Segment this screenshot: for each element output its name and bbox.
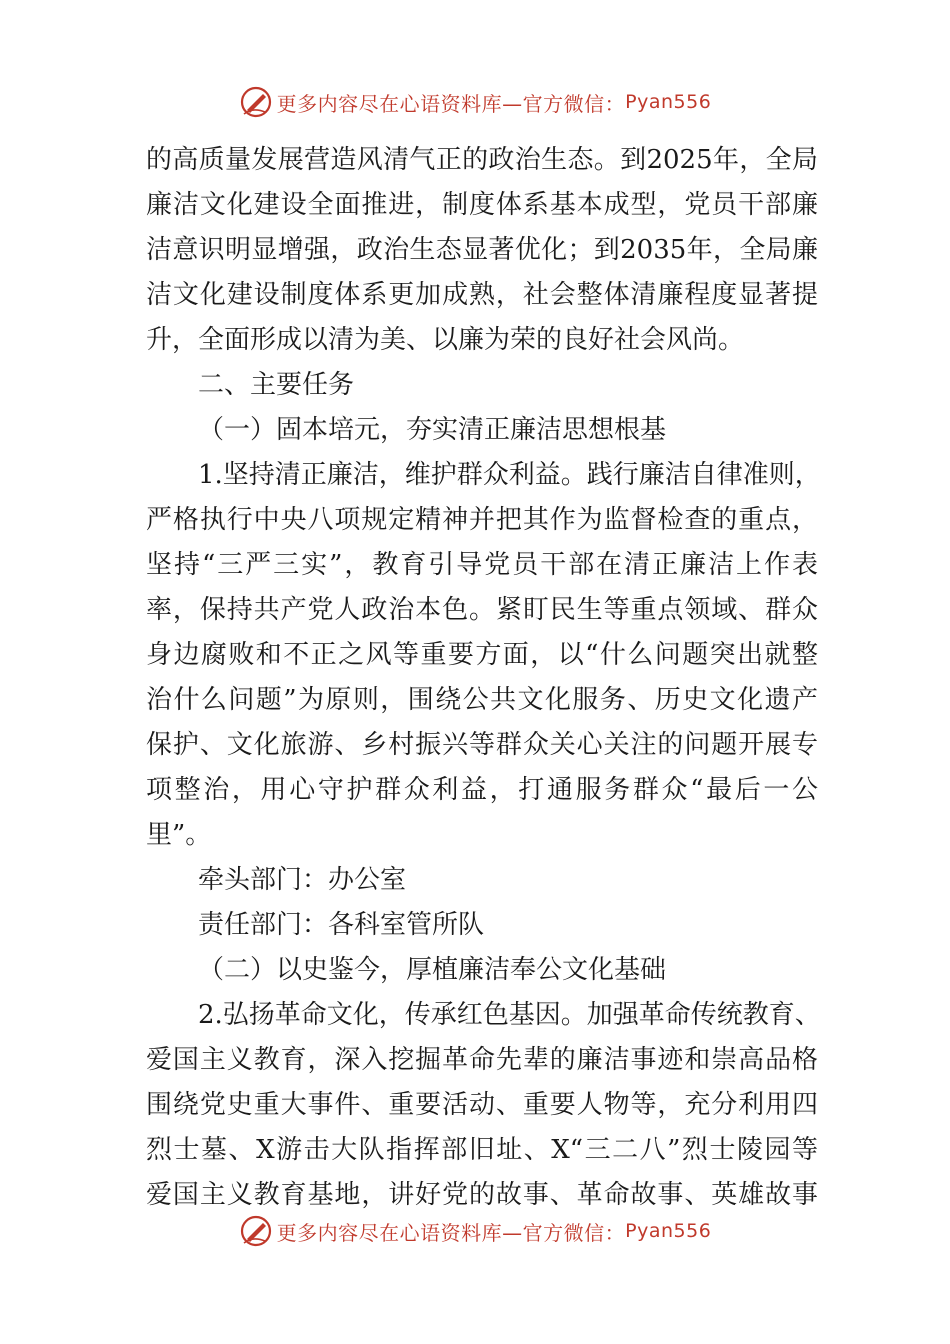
text-line: （二）以史鉴今，厚植廉洁奉公文化基础 <box>198 955 667 985</box>
document-body <box>146 138 821 1218</box>
text-line: 身边腐败和不正之风等重要方面，以“什么问题突出就整 <box>146 640 818 670</box>
text-line: 责任部门：各科室管所队 <box>198 910 485 940</box>
text-line: 二、主要任务 <box>198 370 355 400</box>
text-line: 1.坚持清正廉洁，维护群众利益。践行廉洁自律准则， <box>198 460 821 490</box>
text-line: （一）固本培元，夯实清正廉洁思想根基 <box>198 415 667 445</box>
text-line: 率，保持共产党人政治本色。紧盯民生等重点领域、群众 <box>146 595 818 625</box>
text-line: 里”。 <box>146 820 212 850</box>
pen-circle-logo-icon <box>239 1214 273 1248</box>
banner-text: 更多内容尽在心语资料库—官方微信： <box>276 91 626 116</box>
text-line: 洁文化建设制度体系更加成熟，社会整体清廉程度显著提 <box>146 280 818 310</box>
text-line: 廉洁文化建设全面推进，制度体系基本成型，党员干部廉 <box>146 190 818 220</box>
text-line: 保护、文化旅游、乡村振兴等群众关心关注的问题开展专 <box>146 730 818 760</box>
text-line: 的高质量发展营造风清气正的政治生态。到2025年，全局 <box>146 145 818 175</box>
text-line: 升，全面形成以清为美、以廉为荣的良好社会风尚。 <box>146 325 745 355</box>
text-line: 坚持“三严三实”，教育引导党员干部在清正廉洁上作表 <box>146 550 818 580</box>
text-line: 治什么问题”为原则，围绕公共文化服务、历史文化遗产 <box>146 685 818 715</box>
text-line: 洁意识明显增强，政治生态显著优化；到2035年，全局廉 <box>146 235 818 265</box>
text-line: 烈士墓、X游击大队指挥部旧址、X“三二八”烈士陵园等 <box>146 1135 818 1165</box>
text-line: 爱国主义教育基地，讲好党的故事、革命故事、英雄故事 <box>146 1180 818 1210</box>
text-line: 牵头部门：办公室 <box>198 865 407 895</box>
text-line: 爱国主义教育，深入挖掘革命先辈的廉洁事迹和崇高品格 <box>146 1045 818 1075</box>
banner-text: 更多内容尽在心语资料库—官方微信： <box>276 1220 626 1245</box>
pen-circle-logo-icon <box>239 85 273 119</box>
banner-wechat-id: Pyan556 <box>625 91 712 113</box>
banner-wechat-id: Pyan556 <box>625 1220 712 1242</box>
header-banner <box>0 82 950 122</box>
text-line: 严格执行中央八项规定精神并把其作为监督检查的重点， <box>146 505 818 535</box>
text-line: 围绕党史重大事件、重要活动、重要人物等，充分利用四 <box>146 1090 818 1120</box>
text-line: 2.弘扬革命文化，传承红色基因。加强革命传统教育、 <box>198 1000 821 1030</box>
footer-banner <box>0 1211 950 1251</box>
text-line: 项整治，用心守护群众利益，打通服务群众“最后一公 <box>146 775 818 805</box>
